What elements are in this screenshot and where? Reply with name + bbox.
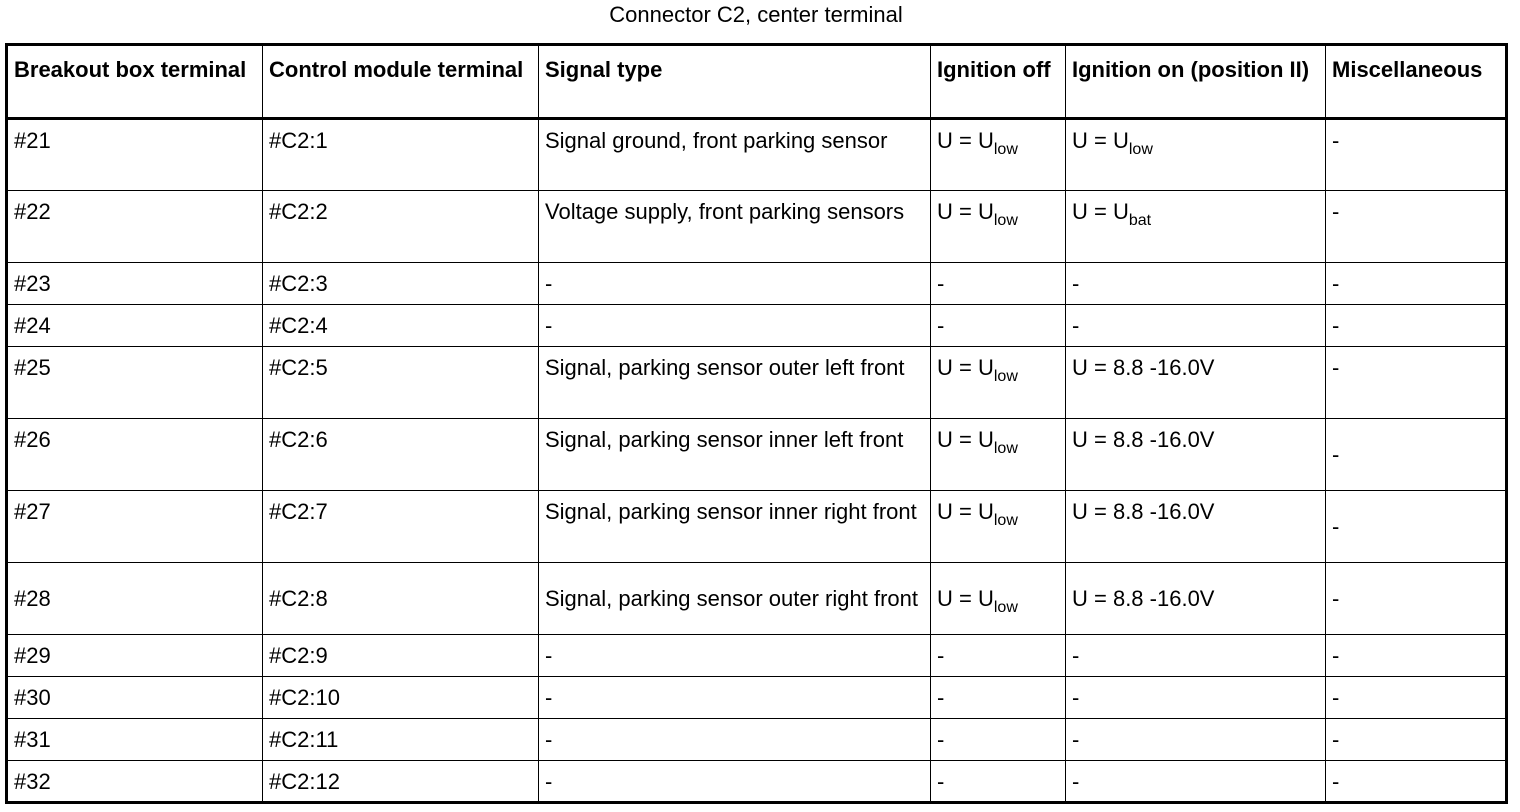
ignition-off-subscript: low bbox=[993, 141, 1018, 158]
ignition-on-value: - bbox=[1072, 769, 1080, 794]
table-caption: Connector C2, center terminal bbox=[609, 2, 903, 27]
table-row bbox=[7, 635, 1507, 677]
miscellaneous-cell: - bbox=[1326, 719, 1507, 761]
signal-type-cell: Signal, parking sensor outer left front bbox=[539, 347, 931, 419]
table-row bbox=[7, 761, 1507, 803]
col-header-control-module-terminal: Control module terminal bbox=[263, 45, 539, 119]
control-module-terminal-cell: #C2:2 bbox=[263, 191, 539, 263]
ignition-off-subscript: low bbox=[993, 212, 1018, 229]
signal-type-cell: Signal, parking sensor inner right front bbox=[539, 491, 931, 563]
table-row bbox=[7, 191, 1507, 263]
ignition-off-value: - bbox=[937, 271, 945, 296]
miscellaneous-cell: - bbox=[1326, 419, 1507, 491]
ignition-on-cell bbox=[1066, 761, 1326, 803]
miscellaneous-cell: - bbox=[1326, 491, 1507, 563]
signal-type-cell: Signal, parking sensor inner left front bbox=[539, 419, 931, 491]
header-row bbox=[7, 45, 1507, 119]
breakout-box-terminal-cell: #22 bbox=[7, 191, 263, 263]
col-header-breakout-box-terminal: Breakout box terminal bbox=[7, 45, 263, 119]
ignition-off-cell bbox=[931, 563, 1066, 635]
miscellaneous-cell: - bbox=[1326, 305, 1507, 347]
ignition-off-value: - bbox=[937, 769, 945, 794]
col-header-ignition-off: Ignition off bbox=[931, 45, 1066, 119]
ignition-off-cell bbox=[931, 761, 1066, 803]
ignition-on-cell bbox=[1066, 347, 1326, 419]
ignition-on-value: U = U bbox=[1072, 199, 1129, 224]
breakout-box-terminal-cell: #25 bbox=[7, 347, 263, 419]
col-header-ignition-on: Ignition on (position II) bbox=[1066, 45, 1326, 119]
signal-type-cell: - bbox=[539, 761, 931, 803]
miscellaneous-cell: - bbox=[1326, 347, 1507, 419]
ignition-off-subscript: low bbox=[993, 368, 1018, 385]
ignition-off-value: - bbox=[937, 643, 945, 668]
control-module-terminal-cell: #C2:12 bbox=[263, 761, 539, 803]
ignition-off-value: - bbox=[937, 685, 945, 710]
breakout-box-terminal-cell: #23 bbox=[7, 263, 263, 305]
signal-type-cell: Signal ground, front parking sensor bbox=[539, 119, 931, 191]
col-header-miscellaneous: Miscellaneous bbox=[1326, 45, 1507, 119]
table-row bbox=[7, 263, 1507, 305]
ignition-off-cell bbox=[931, 191, 1066, 263]
ignition-on-subscript: bat bbox=[1128, 212, 1152, 229]
ignition-on-cell bbox=[1066, 119, 1326, 191]
control-module-terminal-cell: #C2:7 bbox=[263, 491, 539, 563]
breakout-box-terminal-cell: #27 bbox=[7, 491, 263, 563]
ignition-off-cell bbox=[931, 263, 1066, 305]
ignition-off-value: U = U bbox=[937, 585, 994, 611]
ignition-on-cell bbox=[1066, 305, 1326, 347]
control-module-terminal-cell: #C2:11 bbox=[263, 719, 539, 761]
pin-table bbox=[5, 43, 1508, 804]
table-row bbox=[7, 305, 1507, 347]
control-module-terminal-cell: #C2:10 bbox=[263, 677, 539, 719]
control-module-terminal-cell: #C2:4 bbox=[263, 305, 539, 347]
table-row bbox=[7, 677, 1507, 719]
ignition-on-value: - bbox=[1072, 271, 1080, 296]
signal-type-cell: - bbox=[539, 635, 931, 677]
ignition-off-value: - bbox=[937, 727, 945, 752]
breakout-box-terminal-cell: #30 bbox=[7, 677, 263, 719]
ignition-on-value: - bbox=[1072, 643, 1080, 668]
ignition-off-value: - bbox=[937, 313, 945, 338]
control-module-terminal-cell: #C2:1 bbox=[263, 119, 539, 191]
signal-type-cell: - bbox=[539, 677, 931, 719]
ignition-off-cell bbox=[931, 119, 1066, 191]
ignition-off-cell bbox=[931, 491, 1066, 563]
ignition-off-cell bbox=[931, 419, 1066, 491]
ignition-on-cell bbox=[1066, 563, 1326, 635]
ignition-off-value: U = U bbox=[937, 427, 994, 452]
control-module-terminal-cell: #C2:6 bbox=[263, 419, 539, 491]
breakout-box-terminal-cell: #24 bbox=[7, 305, 263, 347]
ignition-on-value: U = 8.8 -16.0V bbox=[1072, 427, 1215, 452]
breakout-box-terminal-cell: #32 bbox=[7, 761, 263, 803]
ignition-on-value: - bbox=[1072, 727, 1080, 752]
miscellaneous-cell: - bbox=[1326, 761, 1507, 803]
breakout-box-terminal-cell: #28 bbox=[7, 563, 263, 635]
ignition-on-value: U = U bbox=[1072, 128, 1129, 153]
breakout-box-terminal-cell: #21 bbox=[7, 119, 263, 191]
ignition-on-value: U = 8.8 -16.0V bbox=[1072, 355, 1215, 380]
miscellaneous-cell: - bbox=[1326, 119, 1507, 191]
ignition-off-value: U = U bbox=[937, 499, 994, 524]
ignition-on-value: U = 8.8 -16.0V bbox=[1072, 585, 1215, 611]
col-header-signal-type: Signal type bbox=[539, 45, 931, 119]
control-module-terminal-cell: #C2:8 bbox=[263, 563, 539, 635]
ignition-off-cell bbox=[931, 635, 1066, 677]
ignition-on-value: U = 8.8 -16.0V bbox=[1072, 499, 1215, 524]
breakout-box-terminal-cell: #29 bbox=[7, 635, 263, 677]
table-row bbox=[7, 491, 1507, 563]
breakout-box-terminal-cell: #26 bbox=[7, 419, 263, 491]
ignition-off-value: U = U bbox=[937, 355, 994, 380]
ignition-on-cell bbox=[1066, 719, 1326, 761]
control-module-terminal-cell: #C2:3 bbox=[263, 263, 539, 305]
ignition-off-subscript: low bbox=[993, 440, 1018, 457]
table-row bbox=[7, 563, 1507, 635]
ignition-on-cell bbox=[1066, 635, 1326, 677]
ignition-on-cell bbox=[1066, 419, 1326, 491]
signal-type-cell: Signal, parking sensor outer right front bbox=[539, 563, 931, 635]
ignition-on-cell bbox=[1066, 191, 1326, 263]
ignition-off-subscript: low bbox=[993, 598, 1018, 616]
ignition-off-cell bbox=[931, 719, 1066, 761]
ignition-on-value: - bbox=[1072, 313, 1080, 338]
ignition-off-cell bbox=[931, 347, 1066, 419]
ignition-off-subscript: low bbox=[993, 512, 1018, 529]
control-module-terminal-cell: #C2:5 bbox=[263, 347, 539, 419]
control-module-terminal-cell: #C2:9 bbox=[263, 635, 539, 677]
ignition-off-value: U = U bbox=[937, 128, 994, 153]
signal-type-cell: - bbox=[539, 305, 931, 347]
ignition-off-cell bbox=[931, 305, 1066, 347]
table-row bbox=[7, 347, 1507, 419]
table-row bbox=[7, 119, 1507, 191]
ignition-off-cell bbox=[931, 677, 1066, 719]
miscellaneous-cell: - bbox=[1326, 263, 1507, 305]
miscellaneous-cell: - bbox=[1326, 677, 1507, 719]
ignition-on-cell bbox=[1066, 491, 1326, 563]
table-row bbox=[7, 719, 1507, 761]
table-row bbox=[7, 419, 1507, 491]
ignition-on-subscript: low bbox=[1128, 141, 1153, 158]
signal-type-cell: Voltage supply, front parking sensors bbox=[539, 191, 931, 263]
ignition-on-value: - bbox=[1072, 685, 1080, 710]
signal-type-cell: - bbox=[539, 263, 931, 305]
ignition-off-value: U = U bbox=[937, 199, 994, 224]
signal-type-cell: - bbox=[539, 719, 931, 761]
miscellaneous-cell: - bbox=[1326, 191, 1507, 263]
ignition-on-cell bbox=[1066, 263, 1326, 305]
breakout-box-terminal-cell: #31 bbox=[7, 719, 263, 761]
miscellaneous-cell: - bbox=[1326, 563, 1507, 635]
ignition-on-cell bbox=[1066, 677, 1326, 719]
miscellaneous-cell: - bbox=[1326, 635, 1507, 677]
